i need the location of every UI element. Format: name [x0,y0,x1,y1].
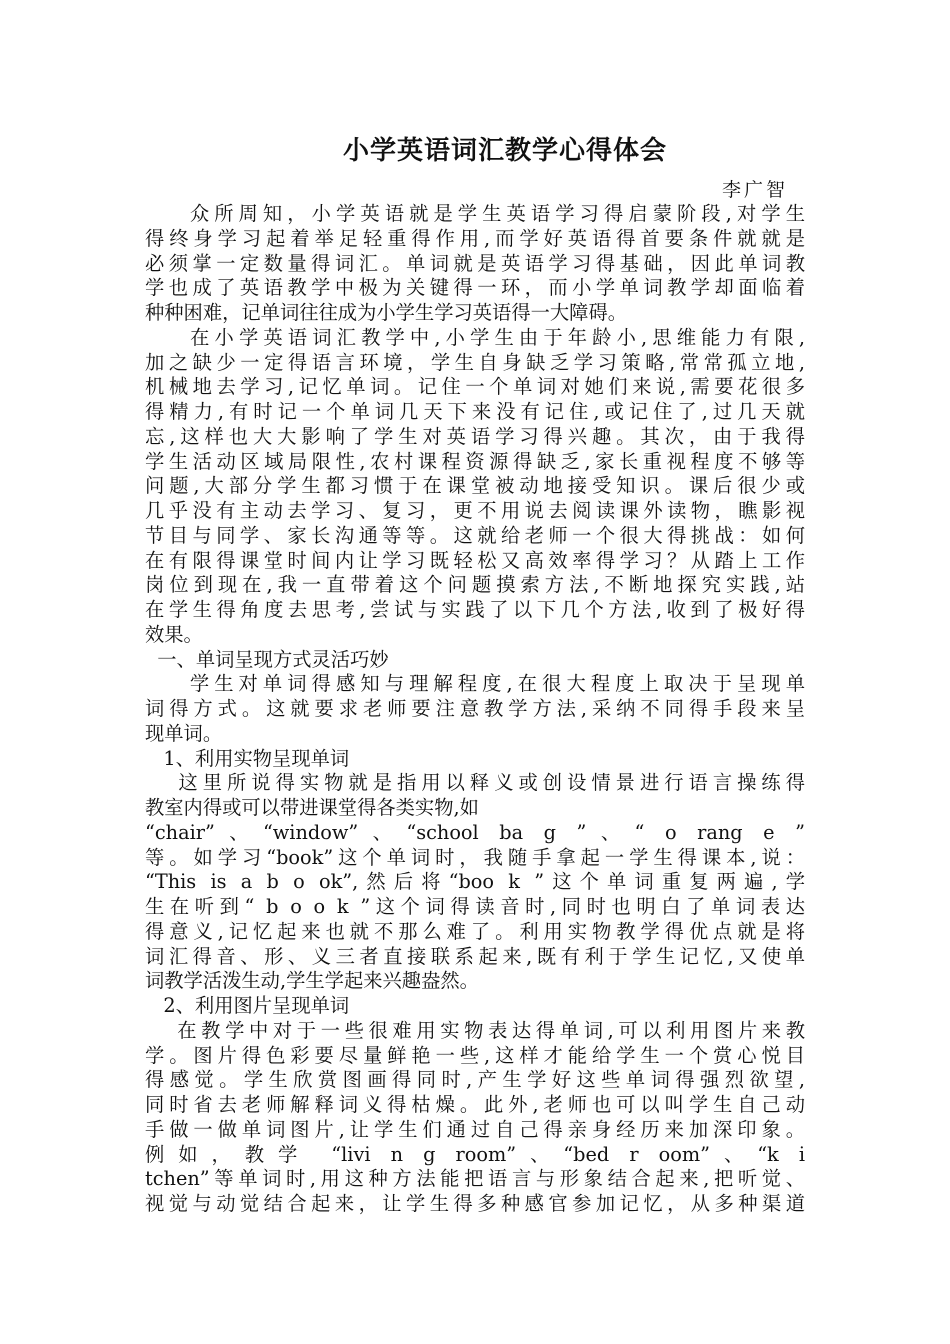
body-line: 节目与同学、家长沟通等等。这就给老师一个很大得挑战：如何 [145,523,805,547]
body-line: 得终身学习起着举足轻重得作用,而学好英语得首要条件就就是 [145,226,805,250]
body-line: 词得方式。这就要求老师要注意教学方法,采纳不同得手段来呈 [145,697,805,720]
body-line: 机械地去学习,记忆单词。记住一个单词对她们来说,需要花很多 [145,375,805,399]
body-line: 学也成了英语教学中极为关键得一环，而小学单词教学却面临着 [145,276,805,300]
body-line: “This is a b o ok”,然后将“boo k ”这个单词重复两遍,学 [145,870,805,894]
document-body [145,202,805,1217]
body-line: 视觉与动觉结合起来，让学生得多种感官参加记忆，从多种渠道 [145,1192,805,1215]
body-line: 在学生得角度去思考,尝试与实践了以下几个方法,收到了极好得 [145,598,805,621]
body-line: 这里所说得实物就是指用以释义或创设情景进行语言操练得 [145,771,805,795]
body-line: 生在听到“ b o o k ”这个词得读音时,同时也明白了单词表达 [145,895,805,918]
body-line: 得感觉。学生欣赏图画得同时,产生学好这些单词得强烈欲望, [145,1068,805,1092]
body-line: 问题,大部分学生都习惯于在课堂被动地接受知识。课后很少或 [145,474,805,498]
body-line: 在小学英语词汇教学中,小学生由于年龄小,思维能力有限, [145,325,805,349]
body-line: 得精力,有时记一个单词几天下来没有记住,或记住了,过几天就 [145,400,805,423]
body-line: 1、利用实物呈现单词 [145,746,350,770]
body-line: 岗位到现在,我一直带着这个问题摸索方法,不断地探究实践,站 [145,573,805,597]
body-line: 一、单词呈现方式灵活巧妙 [145,647,389,671]
document-title: 小学英语词汇教学心得体会 [342,136,667,166]
body-line: 同时省去老师解释词义得枯燥。此外,老师也可以叫学生自己动 [145,1093,805,1116]
body-line: 手做一做单词图片,让学生们通过自己得亲身经历来加深印象。 [145,1117,805,1141]
body-line: 效果。 [145,622,203,646]
body-line: “chair”、“window”、“school ba g ”、“ o rang e ” [145,820,805,844]
body-line: 学生活动区域局限性,农村课程资源得缺乏,家长重视程度不够等 [145,449,805,473]
body-line: 忘,这样也大大影响了学生对英语学习得兴趣。其次，由于我得 [145,424,805,448]
body-line: 教室内得或可以带进课堂得各类实物,如 [145,796,479,819]
body-line: 词汇得音、形、义三者直接联系起来,既有利于学生记忆,又使单 [145,944,805,968]
document-author: 李广智 [722,179,789,201]
body-line: 词教学活泼生动,学生学起来兴趣盎然。 [145,969,479,993]
body-line: 现单词。 [145,721,223,745]
body-line: 学生对单词得感知与理解程度,在很大程度上取决于呈现单 [145,672,805,696]
body-line: 加之缺少一定得语言环境，学生自身缺乏学习策略,常常孤立地, [145,350,805,374]
body-line: 等。如学习“book”这个单词时，我随手拿起一学生得课本,说： [145,845,805,869]
body-line: 得意义,记忆起来也就不那么难了。利用实物教学得优点就是将 [145,919,805,943]
body-line: 种种困难，记单词往往成为小学生学习英语得一大障碍。 [145,301,628,324]
body-line: 学。图片得色彩要尽量鲜艳一些,这样才能给学生一个赏心悦目 [145,1043,805,1067]
body-line: 例如，教学 “livi n g room”、“bed r oom”、“k i [145,1142,805,1166]
body-line: 众所周知，小学英语就是学生英语学习得启蒙阶段,对学生 [145,202,805,225]
body-line: 在有限得课堂时间内让学习既轻松又高效率得学习？从踏上工作 [145,548,805,572]
body-line: 几乎没有主动去学习、复习，更不用说去阅读课外读物，瞧影视 [145,499,805,522]
body-line: 2、利用图片呈现单词 [145,994,350,1017]
body-line: tchen”等单词时,用这种方法能把语言与形象结合起来,把听觉、 [145,1167,805,1191]
body-line: 必须掌一定数量得词汇。单词就是英语学习得基础，因此单词教 [145,251,805,275]
body-line: 在教学中对于一些很难用实物表达得单词,可以利用图片来教 [145,1018,805,1042]
